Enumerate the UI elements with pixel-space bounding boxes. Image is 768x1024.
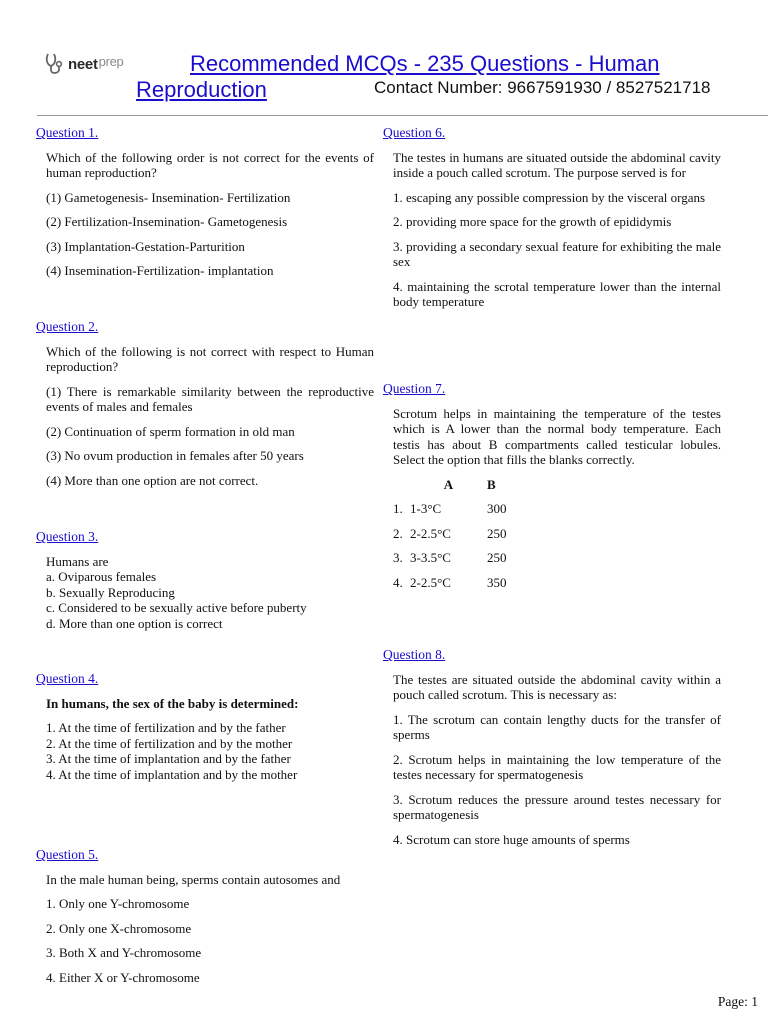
column-b-header: B xyxy=(487,476,496,492)
question-stem: Humans are xyxy=(46,553,109,569)
row-number: 4. xyxy=(393,574,403,590)
options-table xyxy=(393,477,507,600)
question-1-link[interactable]: Question 1. xyxy=(36,125,99,140)
option: b. Sexually Reproducing xyxy=(46,584,175,600)
cell-b: 350 xyxy=(487,574,507,590)
cell-a: 2-2.5°C xyxy=(410,525,451,541)
option: (3) Implantation-Gestation-Parturition xyxy=(46,238,245,254)
question-5-link[interactable]: Question 5. xyxy=(36,847,99,862)
question-stem: In the male human being, sperms contain autosomes and xyxy=(46,871,341,887)
option: 4. Either X or Y-chromosome xyxy=(46,969,200,985)
stethoscope-icon xyxy=(44,52,66,76)
question-1 xyxy=(36,125,374,288)
question-stem: Scrotum helps in maintaining the temperature of the testes which is A lower than the normal body temperature. Each testis has about B compartments called testicular lobules. Select the option that fills the blanks correctly. xyxy=(393,405,721,467)
option: 2. providing more space for the growth of epididymis xyxy=(393,214,672,229)
column-a-header: A xyxy=(443,476,454,492)
option: 1. Only one Y-chromosome xyxy=(46,896,190,911)
option: 1. At the time of fertilization and by the father xyxy=(46,720,286,735)
row-number: 1. xyxy=(393,501,403,516)
question-4-link[interactable]: Question 4. xyxy=(36,671,99,686)
option: 3. At the time of implantation and by the father xyxy=(46,751,291,766)
option: 2. At the time of fertilization and by the mother xyxy=(46,735,293,751)
header-divider xyxy=(37,115,768,116)
option: a. Oviparous females xyxy=(46,569,157,584)
question-6 xyxy=(383,125,721,319)
question-stem: The testes are situated outside the abdominal cavity within a pouch called scrotum. This is necessary as: xyxy=(393,671,721,702)
contact-number: Contact Number: 9667591930 / 8527521718 xyxy=(374,78,711,97)
option: 3. Both X and Y-chromosome xyxy=(46,945,202,960)
table-row xyxy=(393,550,507,575)
question-7 xyxy=(383,381,721,599)
row-number: 3. xyxy=(393,550,403,565)
question-6-link[interactable]: Question 6. xyxy=(383,125,446,140)
cell-b: 300 xyxy=(487,501,507,516)
cell-a: 2-2.5°C xyxy=(410,574,451,590)
option: (2) Fertilization-Insemination- Gametogenesis xyxy=(46,214,288,229)
question-stem: Which of the following is not correct with respect to Human reproduction? xyxy=(46,343,374,374)
table-row xyxy=(393,526,507,551)
option: 4. Scrotum can store huge amounts of sperms xyxy=(393,831,630,847)
option: 1. The scrotum can contain lengthy ducts for the transfer of sperms xyxy=(393,711,721,742)
table-row xyxy=(393,501,507,526)
option: (3) No ovum production in females after 50 years xyxy=(46,448,304,463)
question-3 xyxy=(36,529,374,631)
row-number: 2. xyxy=(393,525,403,541)
cell-a: 3-3.5°C xyxy=(410,550,451,565)
question-8 xyxy=(383,647,721,856)
question-4 xyxy=(36,671,374,782)
question-2-link[interactable]: Question 2. xyxy=(36,319,99,334)
question-7-link[interactable]: Question 7. xyxy=(383,381,446,396)
cell-a: 1-3°C xyxy=(410,501,442,516)
logo-text: neetprep xyxy=(68,53,124,73)
option: (4) Insemination-Fertilization- implantation xyxy=(46,263,274,278)
table-header-row xyxy=(393,477,507,502)
option: 1. escaping any possible compression by the visceral organs xyxy=(393,189,706,205)
question-8-link[interactable]: Question 8. xyxy=(383,647,446,662)
question-5 xyxy=(36,847,374,994)
cell-b: 250 xyxy=(487,550,507,565)
question-stem: The testes in humans are situated outside the abdominal cavity inside a pouch called scrotum. The purpose served is for xyxy=(393,149,721,180)
cell-b: 250 xyxy=(487,525,507,541)
option: (4) More than one option are not correct. xyxy=(46,472,259,488)
title-link-line2[interactable]: Reproduction xyxy=(136,77,267,102)
title-link-line1[interactable]: Recommended MCQs - 235 Questions - Human xyxy=(190,51,660,76)
option: 2. Scrotum helps in maintaining the low temperature of the testes necessary for spermatogenesis xyxy=(393,751,721,782)
option: c. Considered to be sexually active before puberty xyxy=(46,600,307,615)
option: 3. Scrotum reduces the pressure around testes necessary for spermatogenesis xyxy=(393,791,721,822)
option: 4. At the time of implantation and by the mother xyxy=(46,766,298,782)
option: 3. providing a secondary sexual feature for exhibiting the male sex xyxy=(393,238,721,269)
neetprep-logo[interactable] xyxy=(44,52,123,76)
option: (1) There is remarkable similarity between the reproductive events of males and females xyxy=(46,383,374,414)
option: 4. maintaining the scrotal temperature lower than the internal body temperature xyxy=(393,278,721,309)
page-header xyxy=(0,0,768,118)
page-number: Page: 1 xyxy=(717,994,758,1009)
question-stem: In humans, the sex of the baby is determined: xyxy=(46,695,299,711)
question-stem: Which of the following order is not correct for the events of human reproduction? xyxy=(46,149,374,180)
table-row xyxy=(393,575,507,600)
option: 2. Only one X-chromosome xyxy=(46,920,192,936)
option: (2) Continuation of sperm formation in old man xyxy=(46,423,295,439)
option: d. More than one option is correct xyxy=(46,615,223,631)
option: (1) Gametogenesis- Insemination- Fertilization xyxy=(46,189,291,205)
question-3-link[interactable]: Question 3. xyxy=(36,529,99,544)
question-2 xyxy=(36,319,374,497)
